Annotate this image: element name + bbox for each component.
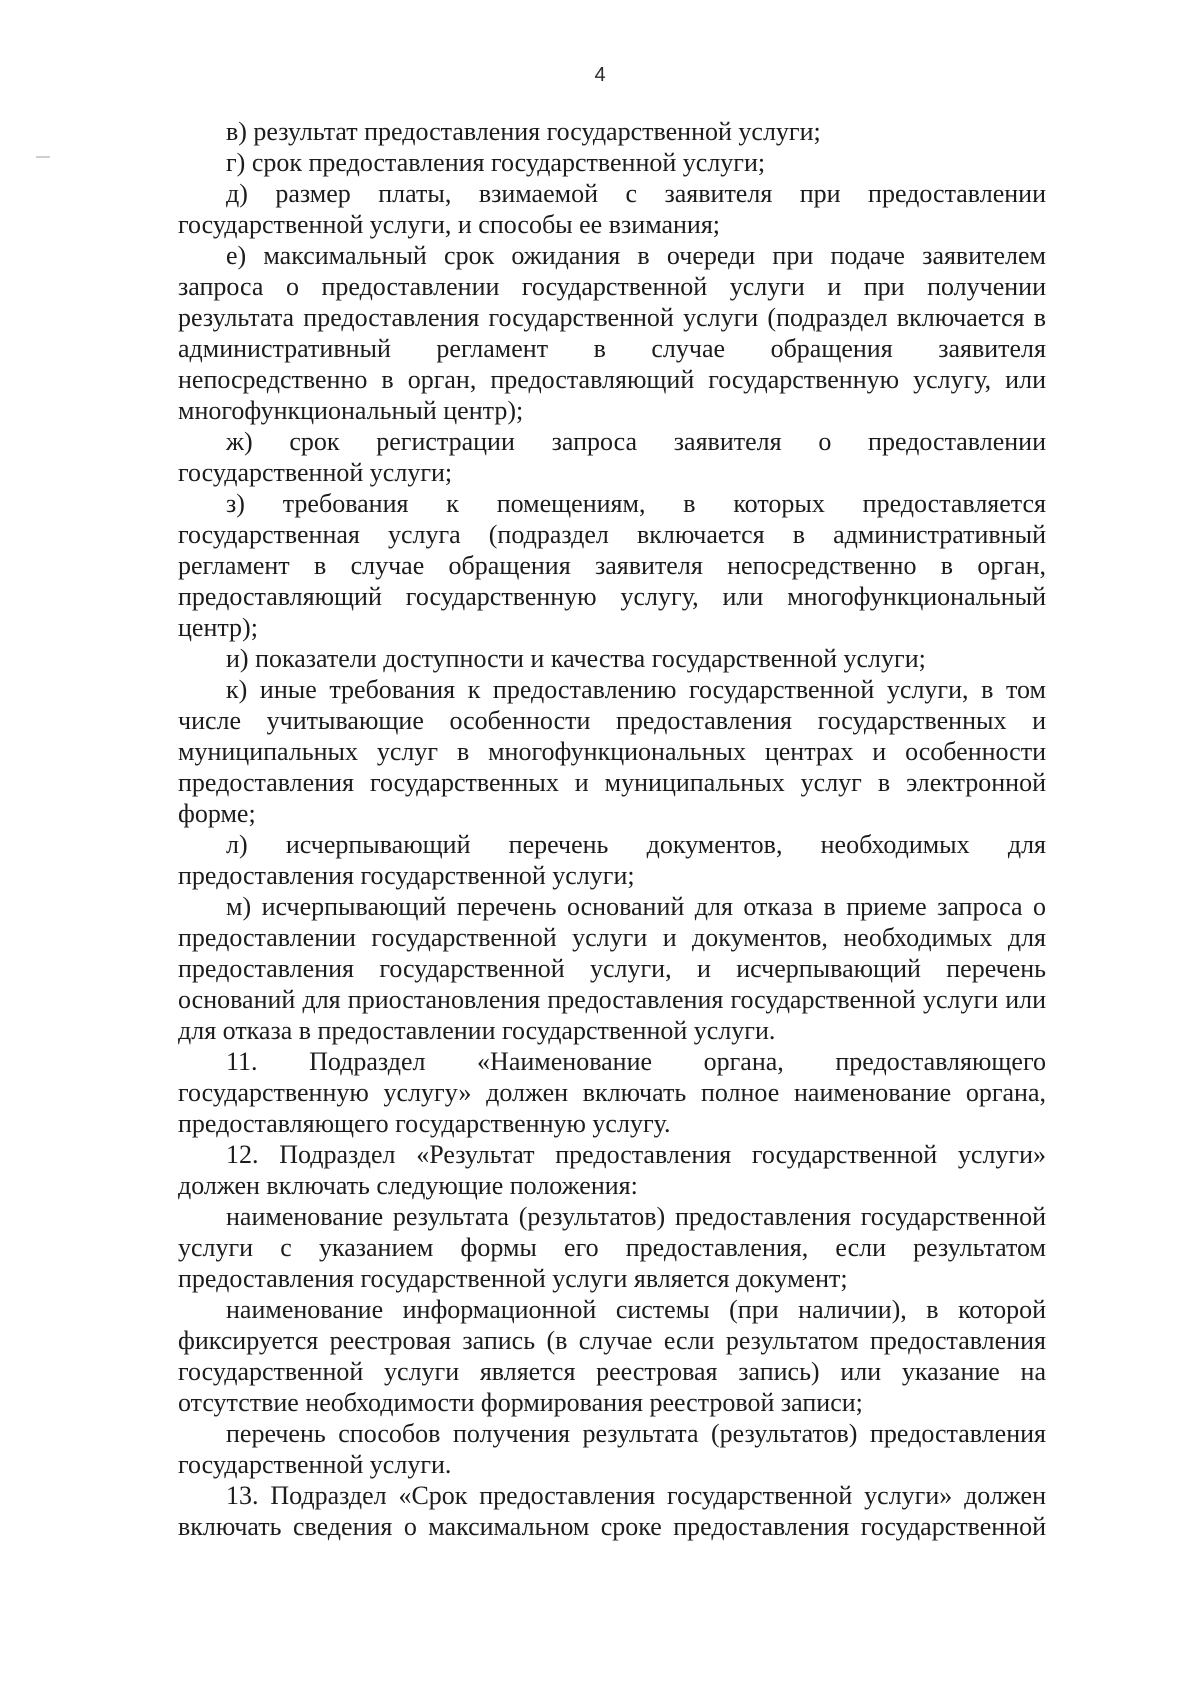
clause-12-item-3: перечень способов получения результата (результатов) предоставления государственной услуги. <box>178 1419 1046 1479</box>
list-item-g: г) срок предоставления государственной услуги; <box>226 148 766 177</box>
list-item-e: е) максимальный срок ожидания в очереди при подаче заявителем запроса о предоставлении государственной услуги и при получении результата предоставления государственной услуги (подраздел включается в административный регламент в случае обращения заявителя непосредственно в орган, предоставляющий государственную услугу, или многофункциональный центр); <box>178 241 1046 425</box>
scan-artifact <box>36 156 50 158</box>
list-item-i: и) показатели доступности и качества государственной услуги; <box>226 644 926 673</box>
clause-11: 11. Подраздел «Наименование органа, предоставляющего государственную услугу» должен включать полное наименование органа, предоставляющего государственную услугу. <box>178 1047 1046 1138</box>
clause-12-item-2: наименование информационной системы (при наличии), в которой фиксируется реестровая запись (в случае если результатом предоставления государственной услуги является реестровая запись) или указание на отсутствие необходимости формирования реестровой записи; <box>178 1295 1046 1417</box>
clause-12: 12. Подраздел «Результат предоставления государственной услуги» должен включать следующие положения: <box>178 1140 1046 1200</box>
page-number: 4 <box>594 64 606 86</box>
list-item-m: м) исчерпывающий перечень оснований для отказа в приеме запроса о предоставлении государственной услуги и документов, необходимых для предоставления государственной услуги, и исчерпывающий перечень оснований для приостановления предоставления государственной услуги или для отказа в предоставлении государственной услуги. <box>178 892 1046 1045</box>
list-item-k: к) иные требования к предоставлению государственной услуги, в том числе учитывающие особенности предоставления государственных и муниципальных услуг в многофункциональных центрах и особенности предоставления государственных и муниципальных услуг в электронной форме; <box>178 675 1046 828</box>
list-item-d: д) размер платы, взимаемой с заявителя при предоставлении государственной услуги, и способы ее взимания; <box>178 179 1046 239</box>
list-item-l: л) исчерпывающий перечень документов, необходимых для предоставления государственной услуги; <box>178 830 1046 890</box>
clause-13: 13. Подраздел «Срок предоставления государственной услуги» должен включать сведения о максимальном сроке предоставления государственной <box>178 1481 1046 1541</box>
list-item-zh: ж) срок регистрации запроса заявителя о предоставлении государственной услуги; <box>178 427 1046 487</box>
clause-12-item-1: наименование результата (результатов) предоставления государственной услуги с указанием формы его предоставления, если результатом предоставления государственной услуги является документ; <box>178 1202 1046 1293</box>
document-body <box>178 116 1046 1542</box>
list-item-z: з) требования к помещениям, в которых предоставляется государственная услуга (подраздел включается в административный регламент в случае обращения заявителя непосредственно в орган, предоставляющий государственную услугу, или многофункциональный центр); <box>178 489 1046 642</box>
list-item-v: в) результат предоставления государственной услуги; <box>226 117 821 146</box>
